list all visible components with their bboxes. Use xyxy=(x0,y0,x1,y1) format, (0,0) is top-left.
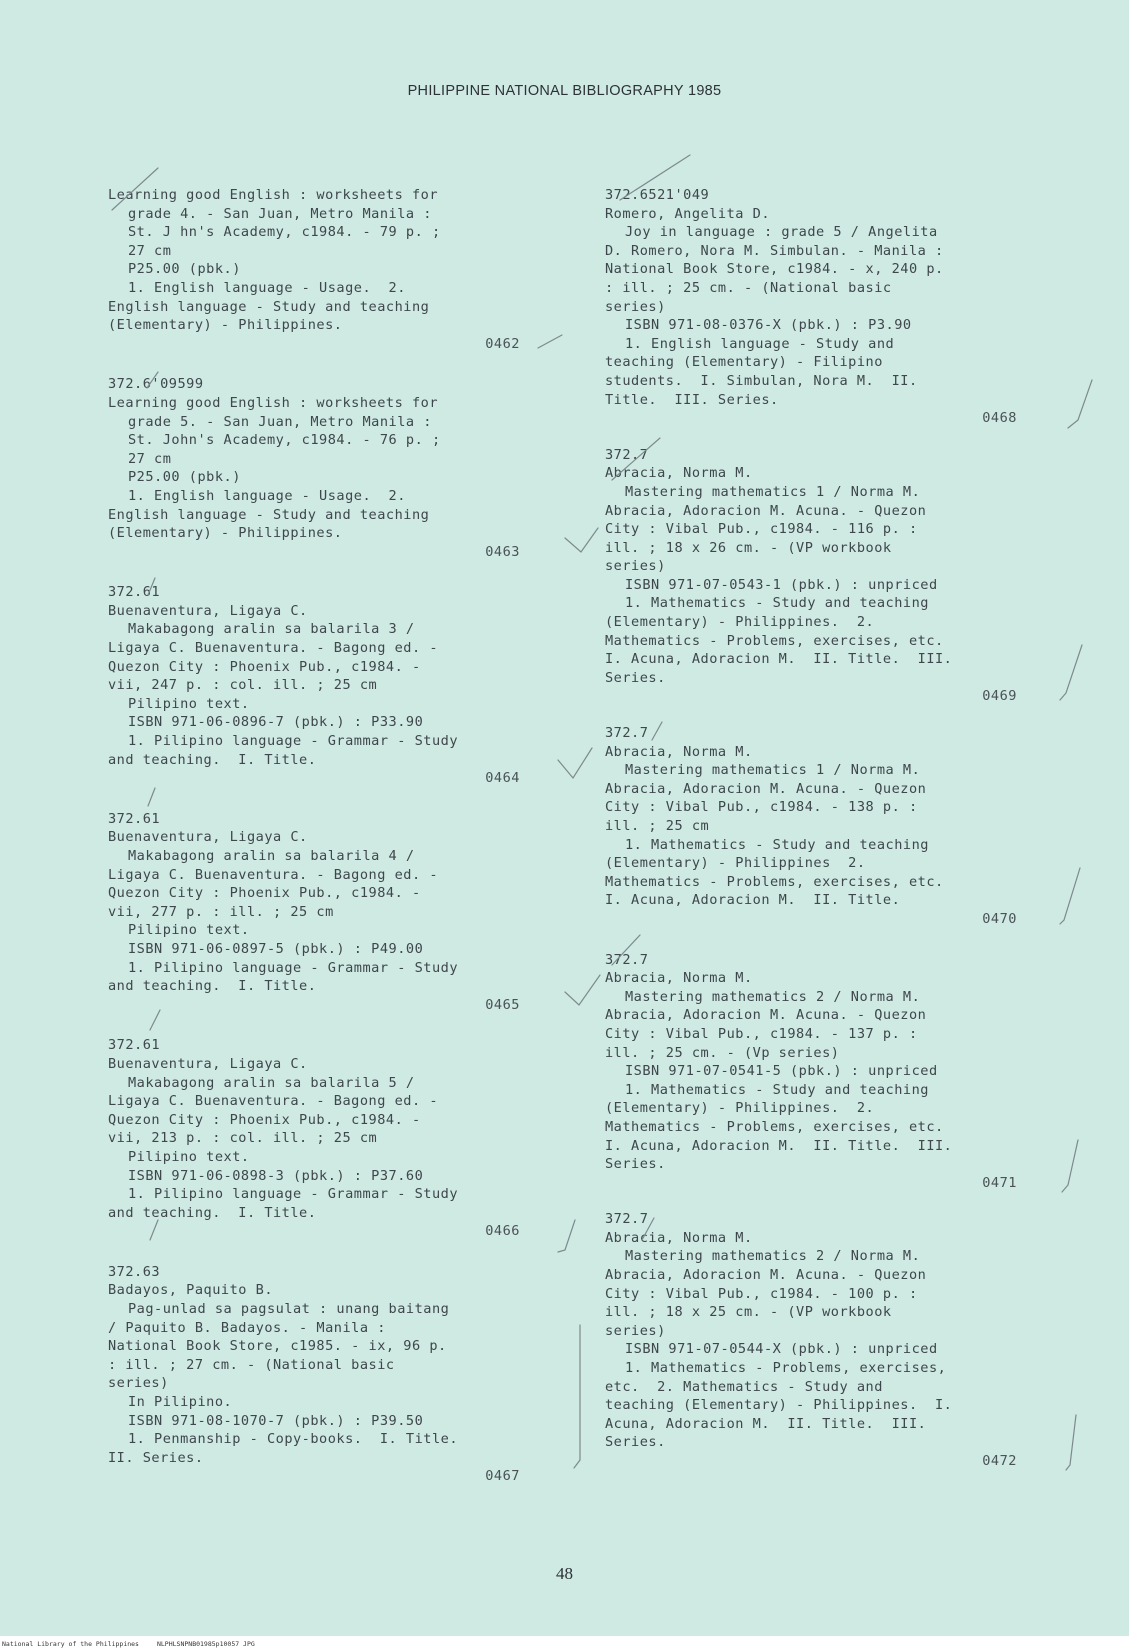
entry-line: series) xyxy=(605,298,666,315)
entry-line: Ligaya C. Buenaventura. - Bagong ed. - xyxy=(108,866,438,883)
entry-line: and teaching. I. Title. xyxy=(108,751,317,768)
pencil-check xyxy=(1060,645,1082,700)
entry-number: 0463 xyxy=(485,543,520,560)
entry-line: Title. III. Series. xyxy=(605,391,779,408)
entry-0465 xyxy=(108,810,548,1015)
entry-line: P25.00 (pbk.) xyxy=(128,469,241,486)
entry-line: Mastering mathematics 1 / Norma M. xyxy=(625,762,921,779)
entry-line: 27 cm xyxy=(128,242,172,259)
entry-line: Abracia, Adoracion M. Acuna. - Quezon xyxy=(605,1007,927,1024)
entry-line: Pilipino text. xyxy=(128,1148,250,1165)
entry-line: Makabagong aralin sa balarila 3 / xyxy=(128,621,415,638)
entry-line: ISBN 971-06-0897-5 (pbk.) : P49.00 xyxy=(128,940,424,957)
entry-0463 xyxy=(108,375,548,561)
entry-line: teaching (Elementary) - Philippines. I. xyxy=(605,1397,953,1414)
entry-0468 xyxy=(605,186,1045,428)
footer-institution: National Library of the Philippines xyxy=(2,1640,139,1648)
entry-line: City : Vibal Pub., c1984. - 100 p. : xyxy=(605,1285,918,1302)
entry-line: 1. Penmanship - Copy-books. I. Title. xyxy=(128,1431,458,1448)
entry-line: Mastering mathematics 2 / Norma M. xyxy=(625,1248,921,1265)
entry-line: P25.00 (pbk.) xyxy=(128,261,241,278)
entry-line: Abracia, Norma M. xyxy=(605,743,753,760)
entry-number: 0472 xyxy=(982,1453,1017,1469)
entry-line: Buenaventura, Ligaya C. xyxy=(108,829,308,846)
entry-line: 372.63 xyxy=(108,1263,161,1280)
entry-0467 xyxy=(108,1263,548,1486)
entry-line: ISBN 971-06-0896-7 (pbk.) : P33.90 xyxy=(128,714,424,731)
entry-line: City : Vibal Pub., c1984. - 137 p. : xyxy=(605,1025,918,1042)
entry-line: 1. English language - Study and xyxy=(625,335,895,352)
entry-number: 0465 xyxy=(485,996,520,1013)
entry-line: vii, 213 p. : col. ill. ; 25 cm xyxy=(108,1130,378,1147)
entry-line: vii, 247 p. : col. ill. ; 25 cm xyxy=(108,677,378,694)
page-number: 48 xyxy=(556,1564,573,1583)
entry-line: ISBN 971-07-0541-5 (pbk.) : unpriced xyxy=(625,1063,938,1080)
entry-number: 0466 xyxy=(485,1223,520,1240)
entry-line: series) xyxy=(108,1375,169,1392)
page-header: PHILIPPINE NATIONAL BIBLIOGRAPHY 1985 xyxy=(407,83,722,99)
footer-file-id: NLPHLSNPNB01985p10057 JPG xyxy=(156,1640,255,1648)
entry-line: St. John's Academy, c1984. - 76 p. ; xyxy=(128,432,441,449)
entry-line: ISBN 971-07-0544-X (pbk.) : unpriced xyxy=(625,1341,938,1358)
entry-line: students. I. Simbulan, Nora M. II. xyxy=(605,372,918,389)
entry-line: Makabagong aralin sa balarila 4 / xyxy=(128,848,415,864)
entry-line: (Elementary) - Philippines. 2. xyxy=(605,614,875,631)
entry-line: Mathematics - Problems, exercises, etc. xyxy=(605,873,944,890)
entry-line: and teaching. I. Title. xyxy=(108,978,317,995)
entry-line: ISBN 971-07-0543-1 (pbk.) : unpriced xyxy=(625,576,938,593)
entry-line: 1. English language - Usage. 2. xyxy=(128,487,406,504)
entry-line: In Pilipino. xyxy=(128,1394,233,1411)
entry-line: D. Romero, Nora M. Simbulan. - Manila : xyxy=(605,242,944,259)
entry-line: City : Vibal Pub., c1984. - 116 p. : xyxy=(605,521,918,538)
entry-line: ISBN 971-08-0376-X (pbk.) : P3.90 xyxy=(625,317,912,334)
entry-line: National Book Store, c1985. - ix, 96 p. xyxy=(108,1338,447,1355)
entry-line: Abracia, Norma M. xyxy=(605,465,753,482)
entry-line: Series. xyxy=(605,1434,666,1451)
entry-line: Abracia, Norma M. xyxy=(605,970,753,987)
entry-line: : ill. ; 27 cm. - (National basic xyxy=(108,1356,395,1373)
entry-0464 xyxy=(108,583,548,788)
entry-line: Mastering mathematics 1 / Norma M. xyxy=(625,483,921,500)
entry-number: 0469 xyxy=(982,688,1017,705)
pencil-check xyxy=(558,748,592,778)
entry-line: Makabagong aralin sa balarila 5 / xyxy=(128,1074,415,1091)
entry-line: National Book Store, c1984. - x, 240 p. xyxy=(605,261,944,278)
entry-line: and teaching. I. Title. xyxy=(108,1204,317,1221)
pencil-bracket xyxy=(558,1220,575,1252)
entry-line: Abracia, Adoracion M. Acuna. - Quezon xyxy=(605,1267,927,1284)
entry-line: Quezon City : Phoenix Pub., c1984. - xyxy=(108,885,421,902)
entry-line: Learning good English : worksheets for xyxy=(108,187,438,203)
entry-line: 372.61 xyxy=(108,584,161,601)
entry-line: Quezon City : Phoenix Pub., c1984. - xyxy=(108,1111,421,1128)
entry-line: 372.61 xyxy=(108,1037,161,1054)
entry-number: 0471 xyxy=(982,1174,1017,1191)
entry-line: Pag-unlad sa pagsulat : unang baitang xyxy=(128,1301,450,1318)
entry-0466 xyxy=(108,1036,548,1241)
entry-line: (Elementary) - Philippines 2. xyxy=(605,855,866,872)
entry-line: Ligaya C. Buenaventura. - Bagong ed. - xyxy=(108,1093,438,1110)
entry-line: ISBN 971-08-1070-7 (pbk.) : P39.50 xyxy=(128,1412,424,1429)
entry-line: Buenaventura, Ligaya C. xyxy=(108,602,308,619)
pencil-check xyxy=(1068,380,1092,428)
entry-number: 0467 xyxy=(485,1468,520,1485)
entry-line: (Elementary) - Philippines. xyxy=(108,525,343,542)
entry-line: I. Acuna, Adoracion M. II. Title. xyxy=(605,892,901,909)
left-column xyxy=(108,186,548,1486)
entry-line: Badayos, Paquito B. xyxy=(108,1282,273,1299)
entry-line: I. Acuna, Adoracion M. II. Title. III. xyxy=(605,651,953,668)
entry-line: Mathematics - Problems, exercises, etc. xyxy=(605,1118,944,1135)
entry-line: 372.7 xyxy=(605,1211,649,1228)
entry-line: 372.7 xyxy=(605,951,649,968)
entry-line: 1. Mathematics - Problems, exercises, xyxy=(625,1360,947,1377)
entry-line: : ill. ; 25 cm. - (National basic xyxy=(605,279,892,296)
pencil-check xyxy=(1062,1140,1078,1192)
entry-line: ISBN 971-06-0898-3 (pbk.) : P37.60 xyxy=(128,1167,424,1184)
entry-line: teaching (Elementary) - Filipino xyxy=(605,354,883,371)
entry-line: 27 cm xyxy=(128,450,172,467)
entry-line: English language - Study and teaching xyxy=(108,298,430,315)
entry-line: Series. xyxy=(605,1156,666,1173)
entry-line: ill. ; 18 x 25 cm. - (VP workbook xyxy=(605,1304,892,1321)
entry-line: Acuna, Adoracion M. II. Title. III. xyxy=(605,1415,927,1432)
entry-number: 0462 xyxy=(485,335,520,352)
entry-line: vii, 277 p. : ill. ; 25 cm xyxy=(108,903,334,920)
entry-line: Learning good English : worksheets for xyxy=(108,394,438,411)
entry-number: 0470 xyxy=(982,910,1017,927)
entry-line: (Elementary) - Philippines. xyxy=(108,317,343,334)
entry-line: Series. xyxy=(605,669,666,686)
pencil-check xyxy=(1066,1415,1076,1470)
entry-line: 1. English language - Usage. 2. xyxy=(128,279,406,296)
entry-number: 0468 xyxy=(982,410,1017,427)
pencil-check xyxy=(1060,868,1080,924)
pencil-bracket xyxy=(574,1325,580,1468)
entry-line: Abracia, Norma M. xyxy=(605,1229,753,1246)
entry-line: series) xyxy=(605,558,666,575)
entry-line: etc. 2. Mathematics - Study and xyxy=(605,1378,883,1395)
entry-line: / Paquito B. Badayos. - Manila : xyxy=(108,1319,386,1336)
entry-line: Buenaventura, Ligaya C. xyxy=(108,1055,308,1072)
right-column xyxy=(605,186,1045,1471)
entry-line: II. Series. xyxy=(108,1449,204,1466)
entry-line: Quezon City : Phoenix Pub., c1984. - xyxy=(108,658,421,675)
entry-line: ill. ; 18 x 26 cm. - (VP workbook xyxy=(605,539,892,556)
entry-line: 372.7 xyxy=(605,725,649,742)
entry-line: Pilipino text. xyxy=(128,695,250,712)
entry-line: Ligaya C. Buenaventura. - Bagong ed. - xyxy=(108,640,438,657)
entry-line: 1. Mathematics - Study and teaching xyxy=(625,836,929,853)
entry-line: ill. ; 25 cm xyxy=(605,818,710,834)
entry-0471 xyxy=(605,951,1045,1193)
entry-line: English language - Study and teaching xyxy=(108,506,430,523)
entry-line: 1. Mathematics - Study and teaching xyxy=(625,595,929,612)
entry-0470 xyxy=(605,724,1045,929)
entry-line: Abracia, Adoracion M. Acuna. - Quezon xyxy=(605,780,927,797)
pencil-check xyxy=(565,975,600,1005)
entry-line: 1. Pilipino language - Grammar - Study xyxy=(128,1186,458,1203)
entry-number: 0464 xyxy=(485,770,520,787)
entry-line: Mastering mathematics 2 / Norma M. xyxy=(625,988,921,1005)
entry-line: 372.7 xyxy=(605,446,649,463)
entry-line: Abracia, Adoracion M. Acuna. - Quezon xyxy=(605,502,927,519)
entry-line: Pilipino text. xyxy=(128,922,250,939)
entry-line: Joy in language : grade 5 / Angelita xyxy=(625,224,938,241)
pencil-check xyxy=(565,528,598,552)
entry-0462 xyxy=(108,186,548,353)
entry-line: City : Vibal Pub., c1984. - 138 p. : xyxy=(605,799,918,816)
entry-line: Mathematics - Problems, exercises, etc. xyxy=(605,632,944,649)
scan-footer xyxy=(2,1640,273,1648)
entry-line: 372.6521'049 xyxy=(605,187,710,203)
entry-line: St. J hn's Academy, c1984. - 79 p. ; xyxy=(128,224,441,241)
entry-line: series) xyxy=(605,1322,666,1339)
entry-line: 372.61 xyxy=(108,810,161,827)
entry-line: Romero, Angelita D. xyxy=(605,205,770,222)
entry-line: grade 5. - San Juan, Metro Manila : xyxy=(128,413,432,430)
entry-line: 1. Pilipino language - Grammar - Study xyxy=(128,733,458,750)
entry-line: ill. ; 25 cm. - (Vp series) xyxy=(605,1044,840,1061)
entry-line: grade 4. - San Juan, Metro Manila : xyxy=(128,205,432,222)
entry-line: I. Acuna, Adoracion M. II. Title. III. xyxy=(605,1137,953,1154)
entry-line: (Elementary) - Philippines. 2. xyxy=(605,1100,875,1117)
entry-0469 xyxy=(605,446,1045,706)
entry-line: 1. Pilipino language - Grammar - Study xyxy=(128,959,458,976)
entry-line: 372.6'09599 xyxy=(108,376,204,393)
entry-0472 xyxy=(605,1210,1045,1470)
entry-line: 1. Mathematics - Study and teaching xyxy=(625,1081,929,1098)
